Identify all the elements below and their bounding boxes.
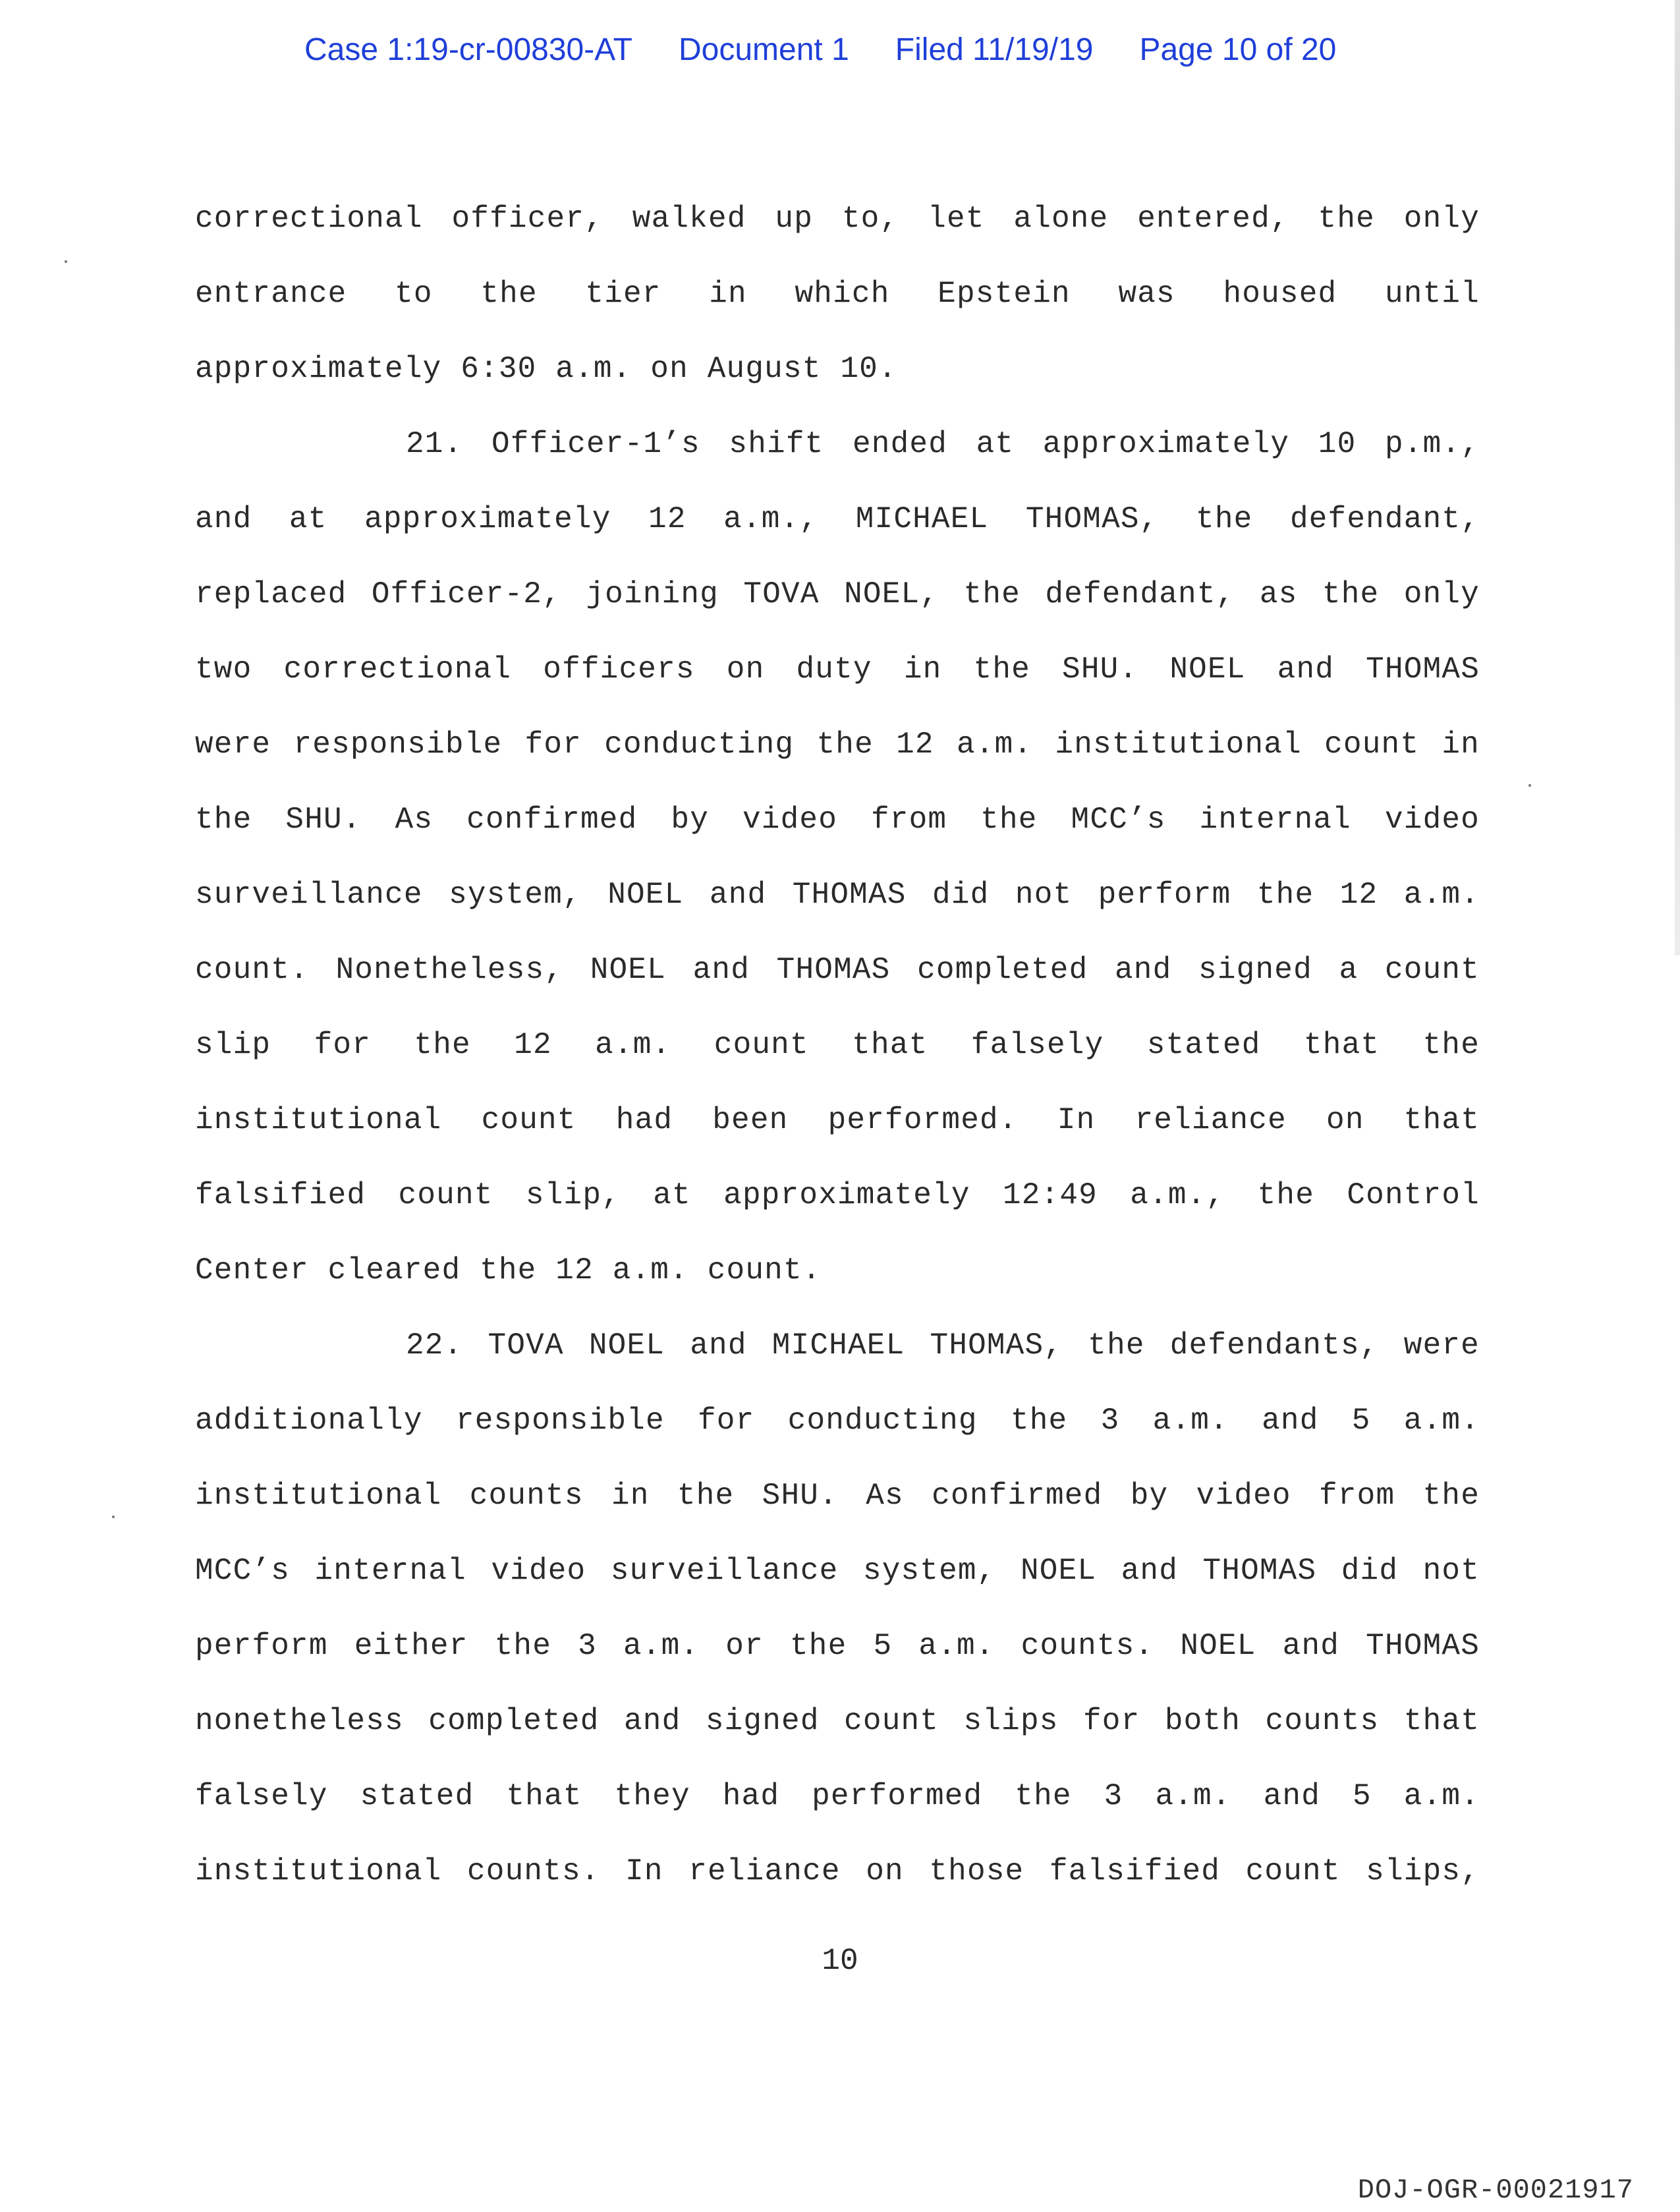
text-line: institutional counts. In reliance on those falsified count slips, <box>195 1854 1480 1888</box>
filed-date: Filed 11/19/19 <box>895 32 1094 67</box>
text-line: perform either the 3 a.m. or the 5 a.m. counts. NOEL and THOMAS <box>195 1629 1480 1663</box>
scan-edge <box>1675 0 1680 955</box>
text-line: nonetheless completed and signed count slips for both counts that <box>195 1704 1480 1738</box>
document-number: Document 1 <box>679 32 849 67</box>
page-number: 10 <box>822 1944 858 1978</box>
text-line: institutional counts in the SHU. As confirmed by video from the <box>195 1479 1480 1513</box>
text-line: approximately 6:30 a.m. on August 10. <box>195 352 897 386</box>
page-indicator: Page 10 of 20 <box>1139 32 1337 67</box>
text-line: and at approximately 12 a.m., MICHAEL THOMAS, the defendant, <box>195 502 1480 536</box>
document-body <box>195 198 1480 1925</box>
text-line: replaced Officer-2, joining TOVA NOEL, the defendant, as the only <box>195 577 1480 611</box>
text-line: falsely stated that they had performed the 3 a.m. and 5 a.m. <box>195 1779 1480 1813</box>
bates-number: DOJ-OGR-00021917 <box>1357 2174 1634 2206</box>
text-line: entrance to the tier in which Epstein was housed until <box>195 277 1480 311</box>
text-line: surveillance system, NOEL and THOMAS did not perform the 12 a.m. <box>195 878 1480 912</box>
paragraph-21-start: 21. Officer-1’s shift ended at approximately 10 p.m., <box>406 427 1480 461</box>
text-line: institutional count had been performed. In reliance on that <box>195 1103 1480 1137</box>
case-number: Case 1:19-cr-00830-AT <box>304 32 632 67</box>
text-line: two correctional officers on duty in the SHU. NOEL and THOMAS <box>195 652 1480 687</box>
scan-speck <box>1528 784 1531 787</box>
scan-speck <box>65 260 67 263</box>
text-line: count. Nonetheless, NOEL and THOMAS completed and signed a count <box>195 953 1480 987</box>
text-line: were responsible for conducting the 12 a.m. institutional count in <box>195 727 1480 762</box>
text-line: MCC’s internal video surveillance system, NOEL and THOMAS did not <box>195 1554 1480 1588</box>
text-line: Center cleared the 12 a.m. count. <box>195 1253 822 1288</box>
text-line: additionally responsible for conducting the 3 a.m. and 5 a.m. <box>195 1404 1480 1438</box>
text-line: the SHU. As confirmed by video from the MCC’s internal video <box>195 803 1480 837</box>
case-header <box>304 32 1385 68</box>
scan-speck <box>112 1516 115 1518</box>
text-line: correctional officer, walked up to, let alone entered, the only <box>195 202 1480 236</box>
text-line: falsified count slip, at approximately 12:49 a.m., the Control <box>195 1178 1480 1212</box>
text-line: slip for the 12 a.m. count that falsely stated that the <box>195 1028 1480 1062</box>
paragraph-22-start: 22. TOVA NOEL and MICHAEL THOMAS, the defendants, were <box>406 1328 1480 1363</box>
